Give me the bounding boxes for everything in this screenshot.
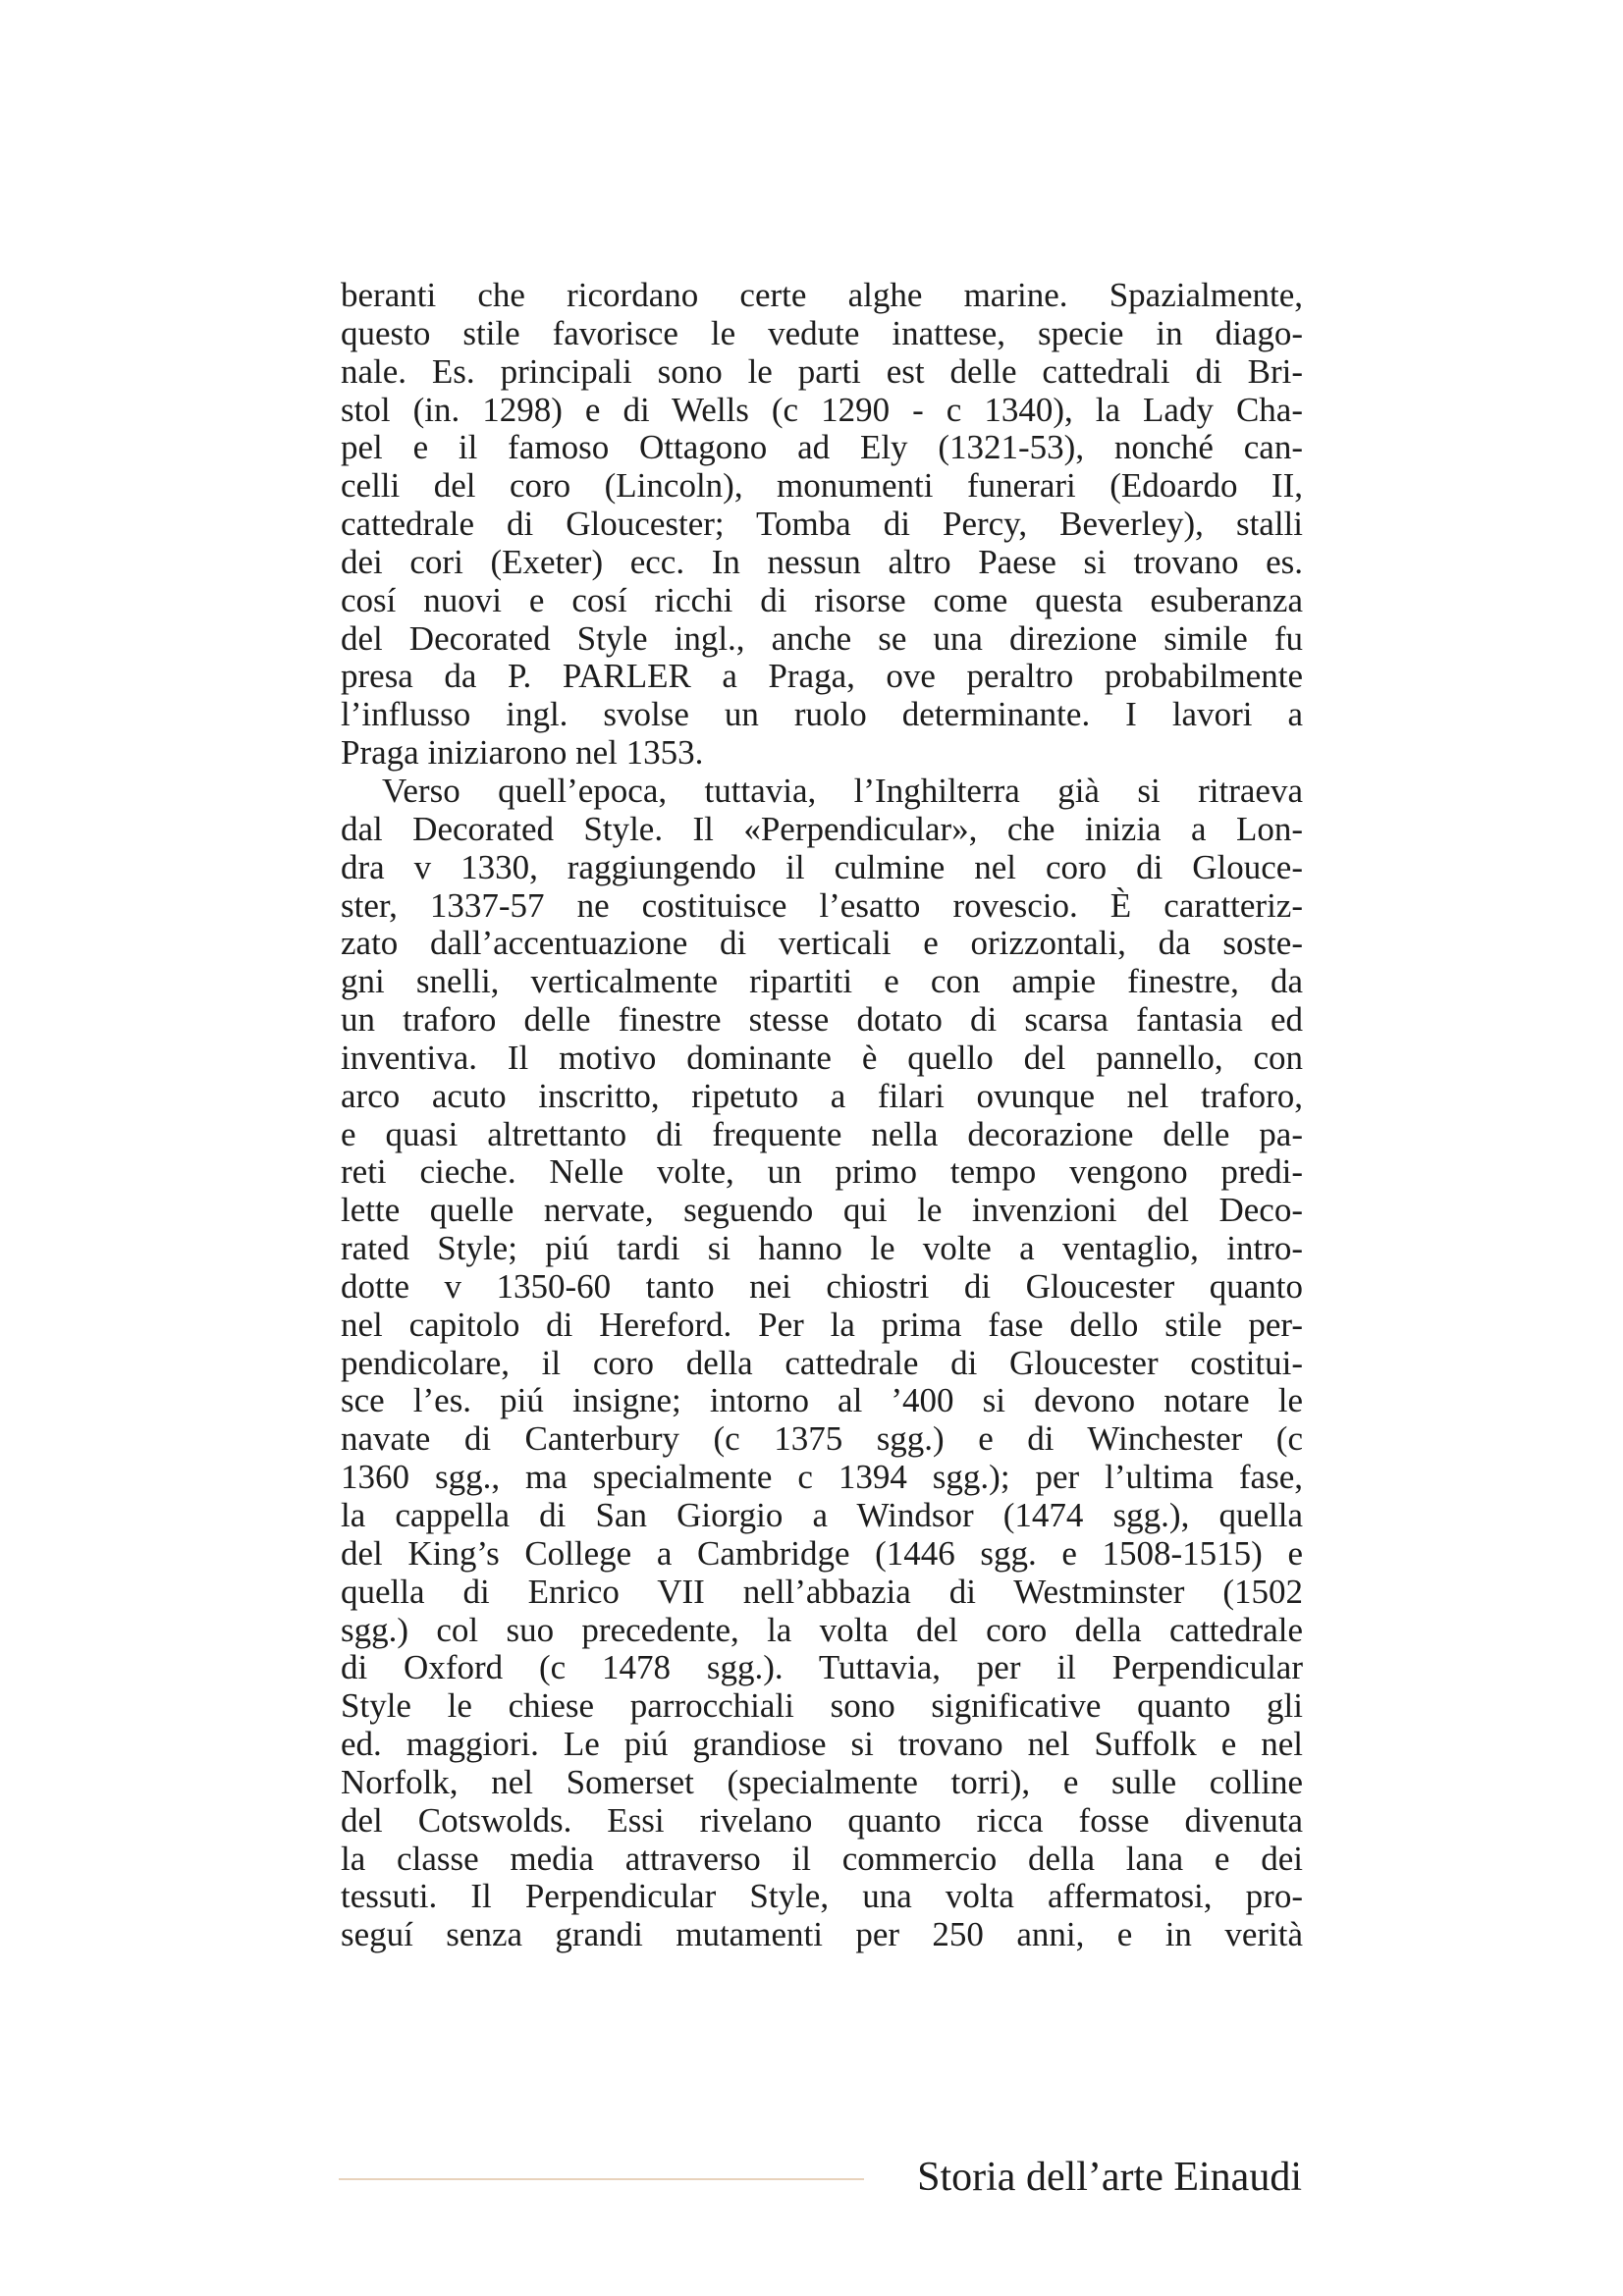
text-line: e quasi altrettanto di frequente nella decorazione delle pa- xyxy=(341,1114,1303,1153)
text-line: pendicolare, il coro della cattedrale di Gloucester costitui- xyxy=(341,1343,1303,1382)
text-line: Style le chiese parrocchiali sono significative quanto gli xyxy=(341,1686,1303,1726)
text-line: inventiva. Il motivo dominante è quello del pannello, con xyxy=(341,1038,1303,1077)
text-line: navate di Canterbury (c 1375 sgg.) e di Winchester (c xyxy=(341,1419,1303,1459)
text-line: zato dall’accentuazione di verticali e orizzontali, da soste- xyxy=(341,924,1303,963)
text-line: dra v 1330, raggiungendo il culmine nel coro di Glouce- xyxy=(341,847,1303,886)
text-line: nale. Es. principali sono le parti est delle cattedrali di Bri- xyxy=(341,351,1303,391)
text-line: quella di Enrico VII nell’abbazia di Westminster (1502 xyxy=(341,1572,1303,1611)
text-line: la cappella di San Giorgio a Windsor (1474 sgg.), quella xyxy=(341,1496,1303,1534)
text-line: arco acuto inscritto, ripetuto a filari ovunque nel traforo, xyxy=(341,1076,1303,1115)
text-line: dal Decorated Style. Il «Perpendicular», che inizia a Lon- xyxy=(341,809,1303,848)
text-line: del Cotswolds. Essi rivelano quanto ricca fosse divenuta xyxy=(341,1800,1303,1840)
body-text xyxy=(341,277,1303,1954)
text-line: Verso quell’epoca, tuttavia, l’Inghilterra già si ritraeva xyxy=(382,771,1303,810)
footer-title: Storia dell’arte Einaudi xyxy=(917,2155,1302,2200)
text-line: sgg.) col suo precedente, la volta del coro della cattedrale xyxy=(341,1610,1303,1649)
text-line: dotte v 1350-60 tanto nei chiostri di Gloucester quanto xyxy=(341,1266,1303,1306)
text-line: celli del coro (Lincoln), monumenti funerari (Edoardo II, xyxy=(341,466,1303,506)
text-line: rated Style; piú tardi si hanno le volte a ventaglio, intro- xyxy=(341,1229,1303,1268)
text-line: cosí nuovi e cosí ricchi di risorse come questa esuberanza xyxy=(341,580,1303,619)
text-line: beranti che ricordano certe alghe marine. Spazialmente, xyxy=(341,276,1303,314)
text-line: seguí senza grandi mutamenti per 250 anni, e in verità xyxy=(341,1915,1303,1954)
text-line: Praga iniziarono nel 1353. xyxy=(341,733,704,773)
text-line: la classe media attraverso il commercio della lana e dei xyxy=(341,1839,1303,1878)
text-line: presa da P. PARLER a Praga, ove peraltro probabilmente xyxy=(341,657,1303,696)
text-line: sce l’es. piú insigne; intorno al ’400 si devono notare le xyxy=(341,1381,1303,1420)
footer-rule xyxy=(339,2178,864,2180)
text-line: dei cori (Exeter) ecc. In nessun altro Paese si trovano es. xyxy=(341,542,1303,581)
text-line: nel capitolo di Hereford. Per la prima fase dello stile per- xyxy=(341,1305,1303,1344)
text-line: di Oxford (c 1478 sgg.). Tuttavia, per il Perpendicular xyxy=(341,1648,1303,1687)
text-line: del King’s College a Cambridge (1446 sgg. e 1508-1515) e xyxy=(341,1533,1303,1573)
text-line: ster, 1337-57 ne costituisce l’esatto rovescio. È caratteriz- xyxy=(341,885,1303,925)
text-line: 1360 sgg., ma specialmente c 1394 sgg.); per l’ultima fase, xyxy=(341,1458,1303,1497)
text-line: lette quelle nervate, seguendo qui le invenzioni del Deco- xyxy=(341,1191,1303,1230)
text-line: del Decorated Style ingl., anche se una direzione simile fu xyxy=(341,618,1303,658)
text-line: ed. maggiori. Le piú grandiose si trovano nel Suffolk e nel xyxy=(341,1725,1303,1764)
text-line: tessuti. Il Perpendicular Style, una volta affermatosi, pro- xyxy=(341,1877,1303,1916)
text-line: questo stile favorisce le vedute inattese, specie in diago- xyxy=(341,313,1303,352)
text-line: un traforo delle finestre stesse dotato di scarsa fantasia ed xyxy=(341,1000,1303,1040)
text-line: stol (in. 1298) e di Wells (c 1290 - c 1340), la Lady Cha- xyxy=(341,390,1303,429)
text-line: gni snelli, verticalmente ripartiti e con ampie finestre, da xyxy=(341,962,1303,1001)
text-line: reti cieche. Nelle volte, un primo tempo vengono predi- xyxy=(341,1152,1303,1192)
text-line: Norfolk, nel Somerset (specialmente torri), e sulle colline xyxy=(341,1762,1303,1801)
text-line: cattedrale di Gloucester; Tomba di Percy, Beverley), stalli xyxy=(341,505,1303,544)
text-line: l’influsso ingl. svolse un ruolo determinante. I lavori a xyxy=(341,695,1303,734)
text-line: pel e il famoso Ottagono ad Ely (1321-53), nonché can- xyxy=(341,428,1303,467)
